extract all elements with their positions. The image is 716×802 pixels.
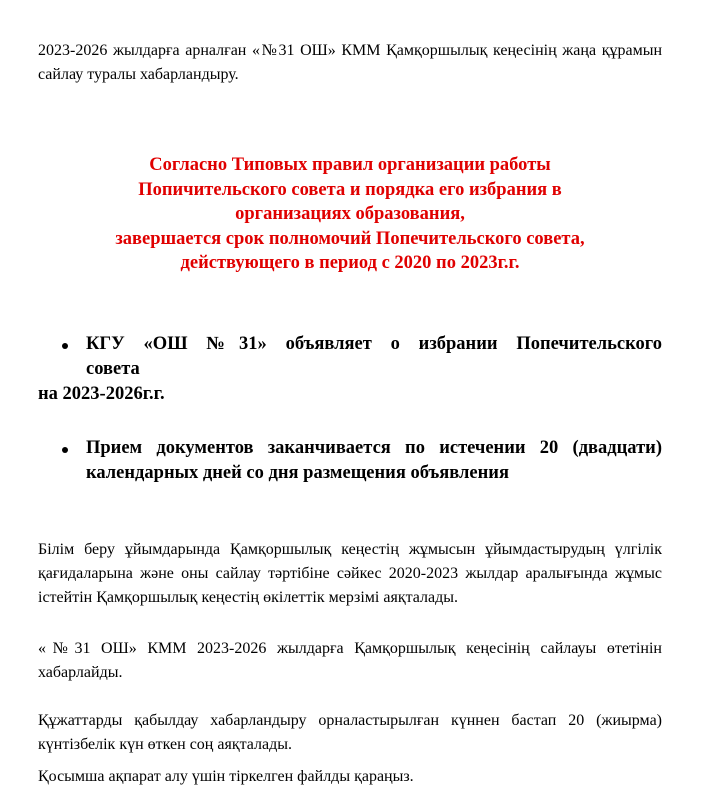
notice-line-2: Попичительского совета и порядка его избрания в [138, 179, 562, 200]
notice-line-4: завершается срок полномочий Попечительского совета, [115, 228, 585, 249]
notice-line-1: Согласно Типовых правил организации работы [149, 155, 551, 175]
kazakh-paragraph-3: Құжаттарды қабылдау хабарландыру орналастырылған күннен бастап 20 (жиырма) күнтізбелік күн өткен соң аяқталады. [38, 712, 662, 753]
bullet-icon [62, 343, 68, 349]
kazakh-paragraph-1: Білім беру ұйымдарында Қамқоршылық кеңестің жұмысын ұйымдастырудың үлгілік қағидаларына және оны сайлау тәртібіне сәйкес 2020-2023 жылдар аралығында жұмыс істейтін Қамқоршылық кеңестің өкілеттік мерзімі аяқталады. [38, 541, 662, 606]
intro-paragraph: 2023-2026 жылдарға арналған «№31 ОШ» КММ Қамқоршылық кеңесінің жаңа құрамын сайлау туралы хабарландыру. [38, 42, 662, 83]
notice-line-3: организациях образования, [235, 204, 465, 224]
notice-line-5: действующего в период с 2020 по 2023г.г. [180, 253, 520, 273]
kazakh-paragraph-2: «№31 ОШ» КММ 2023-2026 жылдарға Қамқоршылық кеңесінің сайлауы өтетінін хабарлайды. [38, 640, 662, 681]
bullet-item-documents [38, 436, 662, 486]
bullet-election-line-1: КГУ «ОШ №31» объявляет о избрании Попечительского [86, 334, 662, 354]
bullet-documents-text: Прием документов заканчивается по истечении 20 (двадцати) календарных дней со дня размещения объявления [86, 438, 662, 483]
bullet-election-line-2: совета [86, 359, 140, 379]
bullet-icon [62, 447, 68, 453]
notice-heading [38, 153, 662, 276]
kazakh-paragraph-4: Қосымша ақпарат алу үшін тіркелген файлды қараңыз. [38, 768, 414, 785]
bullet-item-election [38, 332, 662, 407]
bullet-election-line-3: на 2023-2026г.г. [38, 384, 165, 404]
